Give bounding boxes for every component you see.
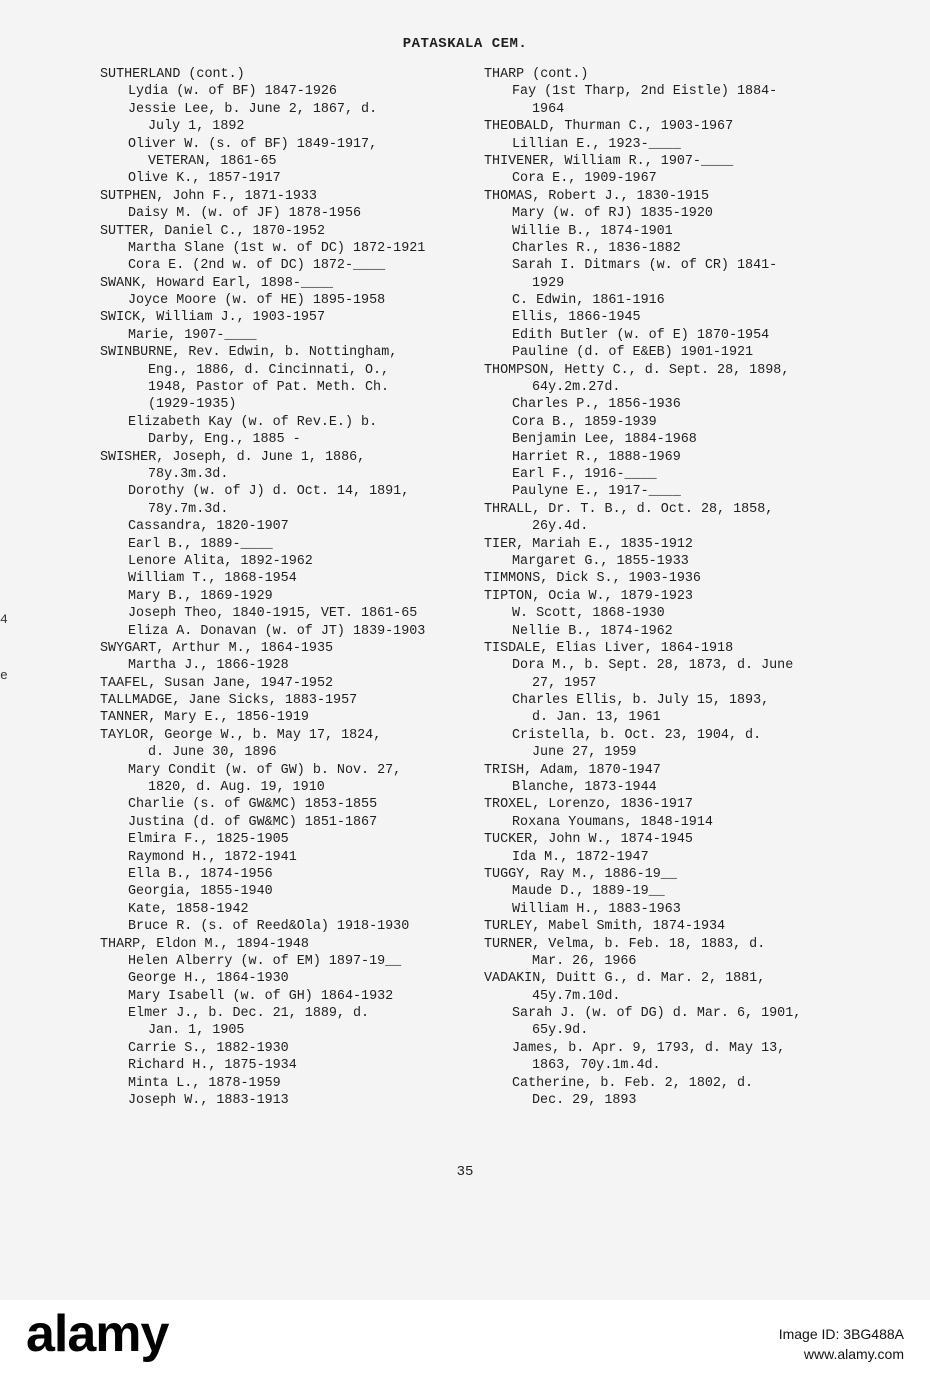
record-line: C. Edwin, 1861-1916 (512, 293, 665, 309)
record-line: (1929-1935) (148, 397, 237, 413)
record-line: Marie, 1907-____ (128, 327, 257, 343)
record-line: Cassandra, 1820-1907 (128, 519, 289, 535)
record-line: 1863, 70y.1m.4d. (532, 1058, 661, 1074)
surname-entry: TAYLOR, George W., b. May 17, 1824, (100, 727, 382, 743)
record-line: Elmer J., b. Dec. 21, 1889, d. (128, 1006, 370, 1022)
surname-entry: TALLMADGE, Jane Sicks, 1883-1957 (100, 693, 358, 709)
record-line: Lillian E., 1923-____ (512, 136, 681, 152)
record-line: William T., 1868-1954 (128, 571, 297, 587)
surname-entry: TROXEL, Lorenzo, 1836-1917 (484, 797, 693, 813)
record-line: Elmira F., 1825-1905 (128, 832, 289, 848)
surname-entry: THRALL, Dr. T. B., d. Oct. 28, 1858, (484, 501, 774, 517)
surname-entry: SWYGART, Arthur M., 1864-1935 (100, 640, 334, 656)
surname-entry: TAAFEL, Susan Jane, 1947-1952 (100, 675, 334, 691)
surname-entry: THOMAS, Robert J., 1830-1915 (484, 188, 709, 204)
record-line: d. Jan. 13, 1961 (532, 710, 661, 726)
surname-entry: TURNER, Velma, b. Feb. 18, 1883, d. (484, 936, 766, 952)
surname-entry: TURLEY, Mabel Smith, 1874-1934 (484, 919, 726, 935)
record-line: Cora E., 1909-1967 (512, 171, 657, 187)
record-line: Ida M., 1872-1947 (512, 849, 649, 865)
record-line: 78y.7m.3d. (148, 501, 229, 517)
record-line: 1948, Pastor of Pat. Meth. Ch. (148, 380, 390, 396)
record-line: Raymond H., 1872-1941 (128, 849, 297, 865)
record-line: W. Scott, 1868-1930 (512, 606, 665, 622)
margin-mark: 4 (0, 612, 8, 627)
record-line: Willie B., 1874-1901 (512, 223, 673, 239)
record-line: Cristella, b. Oct. 23, 1904, d. (512, 727, 762, 743)
surname-entry: THARP, Eldon M., 1894-1948 (100, 936, 309, 952)
surname-entry: TUGGY, Ray M., 1886-19__ (484, 866, 677, 882)
record-line: Cora B., 1859-1939 (512, 414, 657, 430)
record-line: Mary (w. of RJ) 1835-1920 (512, 206, 713, 222)
record-line: Dec. 29, 1893 (532, 1093, 637, 1109)
record-line: Helen Alberry (w. of EM) 1897-19__ (128, 953, 402, 969)
record-line: Sarah J. (w. of DG) d. Mar. 6, 1901, (512, 1006, 802, 1022)
record-line: Mar. 26, 1966 (532, 953, 637, 969)
record-line: Maude D., 1889-19__ (512, 884, 665, 900)
record-line: James, b. Apr. 9, 1793, d. May 13, (512, 1040, 786, 1056)
record-line: d. June 30, 1896 (148, 745, 277, 761)
record-line: Sarah I. Ditmars (w. of CR) 1841- (512, 258, 778, 274)
record-line: Harriet R., 1888-1969 (512, 449, 681, 465)
record-line: VETERAN, 1861-65 (148, 153, 277, 169)
record-line: Catherine, b. Feb. 2, 1802, d. (512, 1075, 754, 1091)
record-line: Bruce R. (s. of Reed&Ola) 1918-1930 (128, 919, 410, 935)
record-line: Mary Condit (w. of GW) b. Nov. 27, (128, 762, 402, 778)
page-number: 35 (456, 1164, 474, 1180)
record-line: George H., 1864-1930 (128, 971, 289, 987)
right-column (484, 66, 874, 1109)
record-line: Richard H., 1875-1934 (128, 1058, 297, 1074)
record-line: Paulyne E., 1917-____ (512, 484, 681, 500)
image-id: Image ID: 3BG488A (778, 1326, 904, 1342)
record-line: Joseph W., 1883-1913 (128, 1093, 289, 1109)
left-column (100, 66, 470, 1109)
record-line: Mary Isabell (w. of GH) 1864-1932 (128, 988, 394, 1004)
surname-entry: SWINBURNE, Rev. Edwin, b. Nottingham, (100, 345, 398, 361)
record-line: Eng., 1886, d. Cincinnati, O., (148, 362, 390, 378)
surname-entry: TIPTON, Ocia W., 1879-1923 (484, 588, 693, 604)
record-line: Elizabeth Kay (w. of Rev.E.) b. (128, 414, 378, 430)
stock-info (779, 1324, 904, 1364)
record-line: Dorothy (w. of J) d. Oct. 14, 1891, (128, 484, 410, 500)
record-line: 1964 (532, 101, 565, 117)
record-line: William H., 1883-1963 (512, 901, 681, 917)
page-title: PATASKALA CEM. (402, 36, 528, 52)
record-line: Margaret G., 1855-1933 (512, 553, 689, 569)
surname-entry: SUTPHEN, John F., 1871-1933 (100, 188, 317, 204)
record-line: Charlie (s. of GW&MC) 1853-1855 (128, 797, 378, 813)
record-line: Joyce Moore (w. of HE) 1895-1958 (128, 293, 386, 309)
surname-entry: TANNER, Mary E., 1856-1919 (100, 710, 309, 726)
surname-entry: TIER, Mariah E., 1835-1912 (484, 536, 693, 552)
record-line: Charles Ellis, b. July 15, 1893, (512, 693, 770, 709)
surname-entry: SWICK, William J., 1903-1957 (100, 310, 325, 326)
record-line: 1820, d. Aug. 19, 1910 (148, 780, 325, 796)
record-line: Edith Butler (w. of E) 1870-1954 (512, 327, 770, 343)
record-line: Carrie S., 1882-1930 (128, 1040, 289, 1056)
record-line: Justina (d. of GW&MC) 1851-1867 (128, 814, 378, 830)
record-line: Daisy M. (w. of JF) 1878-1956 (128, 206, 362, 222)
record-line: Ellis, 1866-1945 (512, 310, 641, 326)
record-line: Mary B., 1869-1929 (128, 588, 273, 604)
record-line: 45y.7m.10d. (532, 988, 621, 1004)
record-line: Blanche, 1873-1944 (512, 780, 657, 796)
site-url: www.alamy.com (803, 1346, 904, 1362)
record-line: Benjamin Lee, 1884-1968 (512, 432, 697, 448)
surname-entry: THARP (cont.) (484, 67, 589, 82)
record-line: Charles R., 1836-1882 (512, 240, 681, 256)
surname-entry: TRISH, Adam, 1870-1947 (484, 762, 661, 778)
brand-logo: alamy (26, 1305, 169, 1363)
surname-entry: VADAKIN, Duitt G., d. Mar. 2, 1881, (484, 971, 766, 987)
surname-entry: SUTTER, Daniel C., 1870-1952 (100, 223, 325, 239)
record-line: Oliver W. (s. of BF) 1849-1917, (128, 136, 378, 152)
record-line: 65y.9d. (532, 1023, 589, 1039)
record-line: Joseph Theo, 1840-1915, VET. 1861-65 (128, 606, 418, 622)
record-line: 64y.2m.27d. (532, 380, 621, 396)
record-line: 1929 (532, 275, 565, 291)
record-line: Earl F., 1916-____ (512, 466, 657, 482)
record-line: 27, 1957 (532, 675, 597, 691)
record-line: Jan. 1, 1905 (148, 1023, 245, 1039)
record-line: Eliza A. Donavan (w. of JT) 1839-1903 (128, 623, 426, 639)
record-line: Ella B., 1874-1956 (128, 866, 273, 882)
record-line: 26y.4d. (532, 519, 589, 535)
surname-entry: THEOBALD, Thurman C., 1903-1967 (484, 119, 734, 135)
record-line: 78y.3m.3d. (148, 466, 229, 482)
record-line: Olive K., 1857-1917 (128, 171, 281, 187)
record-line: Dora M., b. Sept. 28, 1873, d. June (512, 658, 794, 674)
record-line: Nellie B., 1874-1962 (512, 623, 673, 639)
margin-mark: e (0, 668, 8, 683)
surname-entry: TIMMONS, Dick S., 1903-1936 (484, 571, 701, 587)
record-line: Roxana Youmans, 1848-1914 (512, 814, 713, 830)
surname-entry: SWANK, Howard Earl, 1898-____ (100, 275, 334, 291)
record-line: Martha Slane (1st w. of DC) 1872-1921 (128, 240, 426, 256)
surname-entry: THIVENER, William R., 1907-____ (484, 153, 734, 169)
record-line: Cora E. (2nd w. of DC) 1872-____ (128, 258, 386, 274)
record-line: Kate, 1858-1942 (128, 901, 249, 917)
surname-entry: SUTHERLAND (cont.) (100, 67, 245, 82)
surname-entry: TUCKER, John W., 1874-1945 (484, 832, 693, 848)
record-line: Lydia (w. of BF) 1847-1926 (128, 84, 337, 100)
record-line: July 1, 1892 (148, 119, 245, 135)
record-line: Earl B., 1889-____ (128, 536, 273, 552)
record-line: June 27, 1959 (532, 745, 637, 761)
record-line: Martha J., 1866-1928 (128, 658, 289, 674)
record-line: Lenore Alita, 1892-1962 (128, 553, 313, 569)
surname-entry: TISDALE, Elias Liver, 1864-1918 (484, 640, 734, 656)
record-line: Fay (1st Tharp, 2nd Eistle) 1884- (512, 84, 778, 100)
record-line: Darby, Eng., 1885 - (148, 432, 301, 448)
record-line: Pauline (d. of E&EB) 1901-1921 (512, 345, 754, 361)
surname-entry: SWISHER, Joseph, d. June 1, 1886, (100, 449, 366, 465)
record-line: Georgia, 1855-1940 (128, 884, 273, 900)
surname-entry: THOMPSON, Hetty C., d. Sept. 28, 1898, (484, 362, 790, 378)
record-line: Jessie Lee, b. June 2, 1867, d. (128, 101, 378, 117)
record-line: Charles P., 1856-1936 (512, 397, 681, 413)
record-line: Minta L., 1878-1959 (128, 1075, 281, 1091)
